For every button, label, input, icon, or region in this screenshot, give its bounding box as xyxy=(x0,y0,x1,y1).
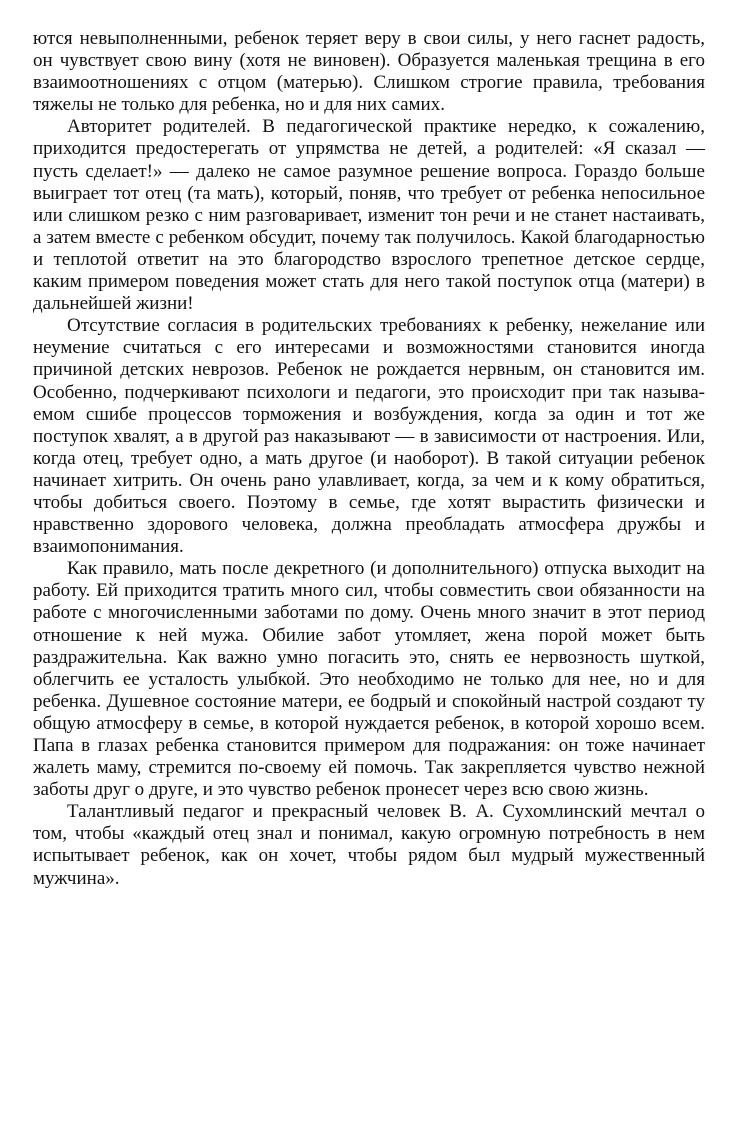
document-page xyxy=(33,28,705,890)
paragraph: Как правило, мать после декретного (и дополнительного) отпуска выходит на работу. Ей приходится тратить много сил, чтобы совместить свои обязанности на работе с многочисленными заботами по дому. Очень много значит в этот период отношение к ней мужа. Обилие забот утомляет, жена порой может быть раздражительна. Как важно умно погасить это, снять ее нервозность шуткой, облегчить ее усталость улыбкой. Это необходимо не только для нее, но и для ребенка. Душевное состояние матери, ее бодрый и спокойный настрой создают ту общую атмосферу в семье, в которой нуждается ребенок, в которой хорошо всем. Папа в глазах ребенка становится примером для подражания: он тоже начинает жалеть маму, стремится по-своему ей помочь. Так закрепляется чувство нежной заботы друг о друге, и это чувство ребенок пронесет через всю свою жизнь. xyxy=(33,558,705,801)
paragraph: Отсутствие согласия в родительских требованиях к ребенку, нежелание или неумение считаться с его интересами и возможностями становится иногда причиной детских неврозов. Ребенок не рождается нервным, он становится им. Особенно, подчеркивают психологи и педагоги, это происходит при так называемом сшибе процессов торможения и возбуждения, когда за один и тот же поступок хвалят, а в другой раз наказывают — в зависимости от настроения. Или, когда отец, требует одно, а мать другое (и наоборот). В такой ситуации ребенок начинает хитрить. Он очень рано улавливает, когда, за чем и к кому обратиться, чтобы добиться своего. Поэтому в семье, где хотят вырастить физически и нравственно здорового человека, должна преобладать атмосфера дружбы и взаимопонимания. xyxy=(33,315,705,558)
paragraph: ются невыполненными, ребенок теряет веру в свои силы, у него гаснет радость, он чувствует свою вину (хотя не виновен). Образуется маленькая трещина в его взаимоотношениях с отцом (матерью). Слишком строгие правила, требования тяжелы не только для ребенка, но и для них самих. xyxy=(33,28,705,116)
paragraph: Авторитет родителей. В педагогической практике нередко, к сожалению, приходится предостерегать от упрямства не детей, а родителей: «Я сказал — пусть сделает!» — далеко не самое разумное решение вопроса. Гораздо больше выиграет тот отец (та мать), который, поняв, что требует от ребенка непосильное или слишком резко с ним разговаривает, изменит тон речи и не станет настаивать, а затем вместе с ребенком обсудит, почему так получилось. Какой благодарностью и теплотой ответит на это благородство взрослого трепетное детское сердце, каким примером поведения может стать для него такой поступок отца (матери) в дальнейшей жизни! xyxy=(33,116,705,315)
paragraph: Талантливый педагог и прекрасный человек В. А. Сухомлинский мечтал о том, чтобы «каждый отец знал и понимал, какую огромную потребность в нем испытывает ребенок, как он хочет, чтобы рядом был мудрый мужественный мужчина». xyxy=(33,801,705,889)
